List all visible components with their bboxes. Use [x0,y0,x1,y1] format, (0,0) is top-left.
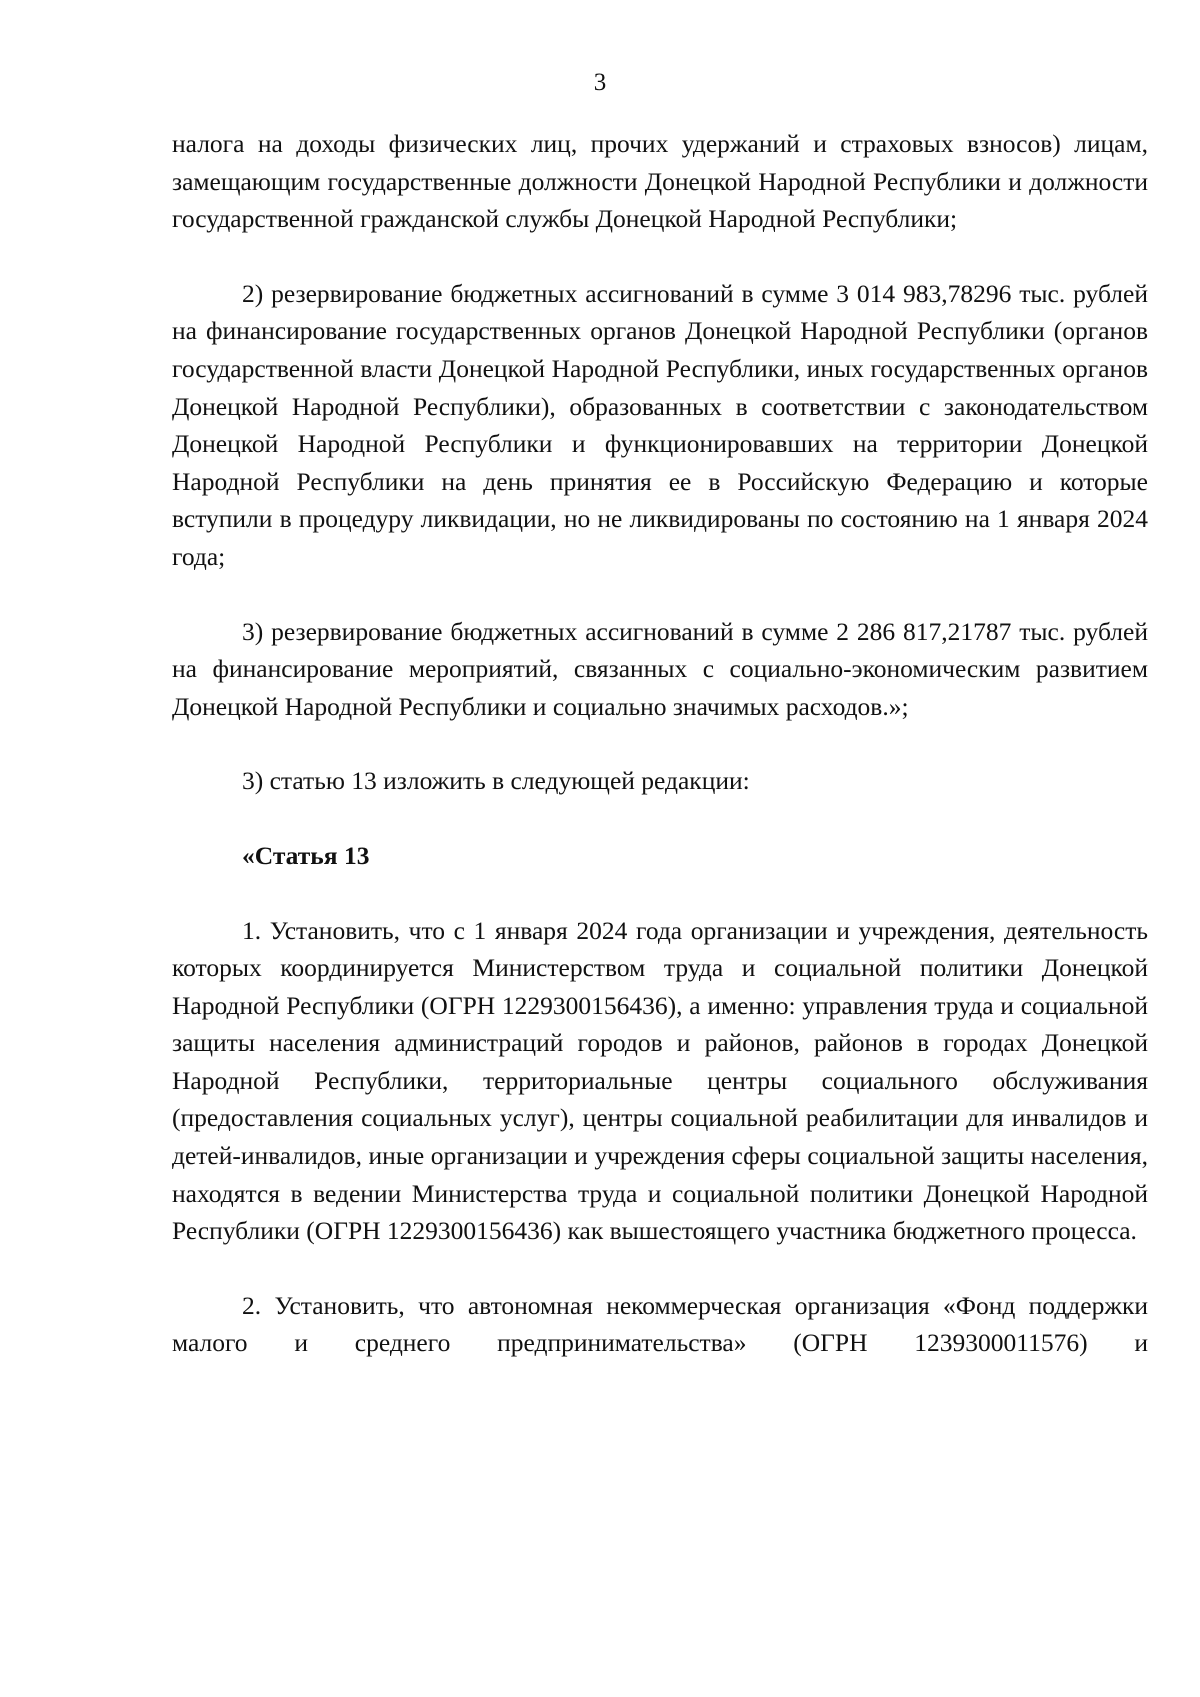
paragraph-amendment-article-13: 3) статью 13 изложить в следующей редакции: [242,766,750,796]
paragraph-clause-2: 2. Установить, что автономная некоммерческая организация «Фонд поддержки малого и среднего предпринимательства» (ОГРН 1239300011576) и [172,1290,1148,1358]
document-body [172,125,1148,1362]
paragraph-clause-1: 1. Установить, что с 1 января 2024 года организации и учреждения, деятельность которых координируется Министерством труда и социальной политики Донецкой Народной Республики (ОГРН 1229300156436), а именно: управления труда и социальной защиты населения администраций городов и районов, районов в городах Донецкой Народной Республики, территориальные центры социального обслуживания (предоставления социальных услуг), центры социальной реабилитации для инвалидов и детей-инвалидов, иные организации и учреждения сферы социальной защиты населения, находятся в ведении Министерства труда и социальной политики Донецкой Народной Республики (ОГРН 1229300156436) как вышестоящего участника бюджетного процесса. [172,915,1148,1246]
paragraph-continuation: налога на доходы физических лиц, прочих удержаний и страховых взносов) лицам, замещающим государственные должности Донецкой Народной Республики и должности государственной гражданской службы Донецкой Народной Республики; [172,129,1148,234]
page-number: 3 [593,69,607,96]
paragraph-item-3: 3) резервирование бюджетных ассигнований в сумме 2 286 817,21787 тыс. рублей на финансирование мероприятий, связанных с социально-экономическим развитием Донецкой Народной Республики и социально значимых расходов.»; [172,616,1148,721]
article-heading: «Статья 13 [242,840,370,870]
paragraph-item-2: 2) резервирование бюджетных ассигнований в сумме 3 014 983,78296 тыс. рублей на финансирование государственных органов Донецкой Народной Республики (органов государственной власти Донецкой Народной Республики, иных государственных органов Донецкой Народной Республики), образованных в соответствии с законодательством Донецкой Народной Республики и функционировавших на территории Донецкой Народной Республики на день принятия ее в Российскую Федерацию и которые вступили в процедуру ликвидации, но не ликвидированы по состоянию на 1 января 2024 года; [172,278,1148,571]
